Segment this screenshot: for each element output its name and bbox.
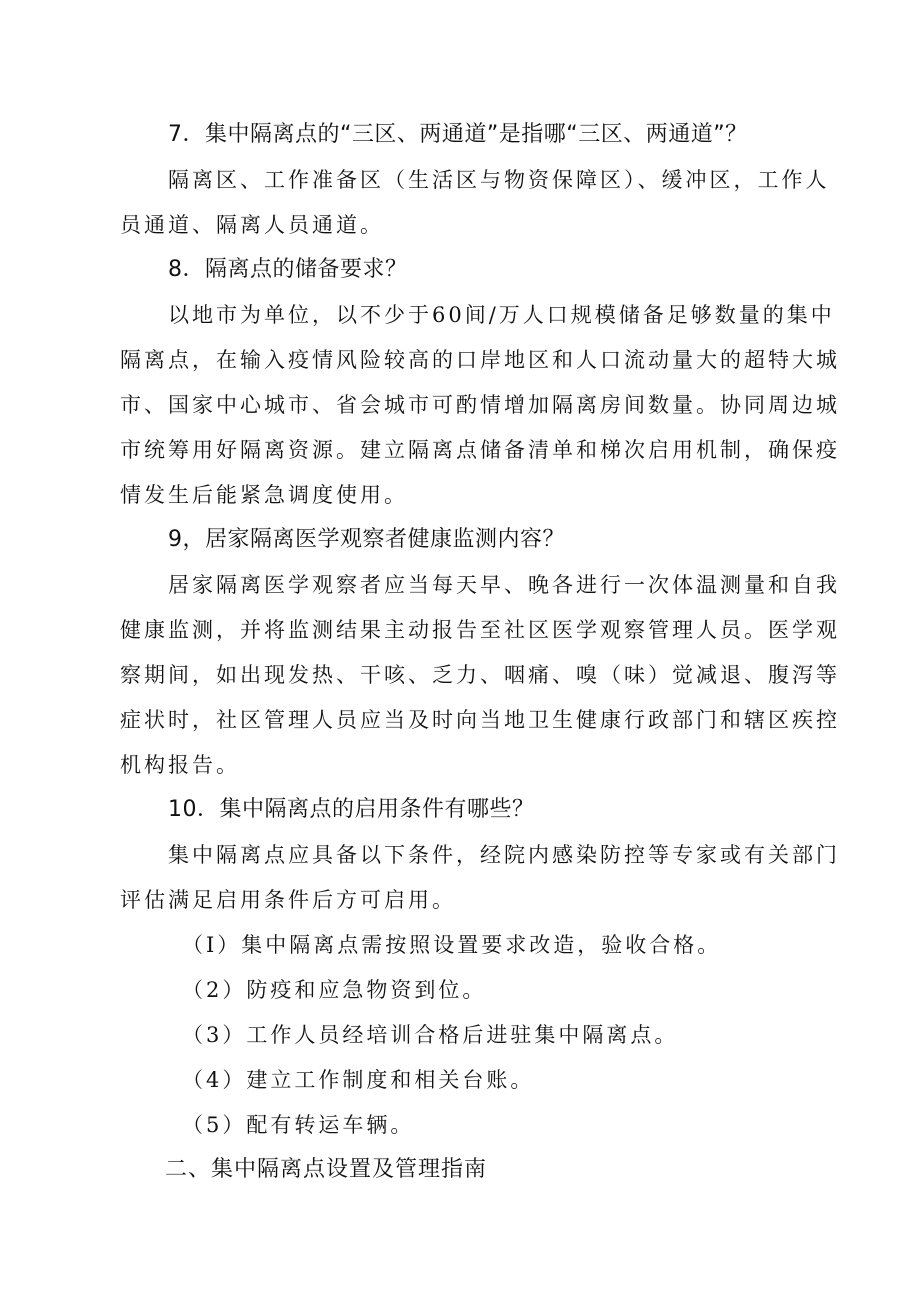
condition-item: （2）防疫和应急物资到位。: [182, 978, 487, 1002]
question-8-answer-line: 以地市为单位，以不少于60间/万人口规模储备足够数量的集中: [168, 303, 835, 327]
condition-item: （I）集中隔离点需按照设置要求改造，验收合格。: [182, 933, 722, 957]
question-7-answer-line-1: 隔离区、工作准备区（生活区与物资保障区）、缓冲区，工作人: [168, 168, 830, 192]
question-10-answer-line: 集中隔离点应具备以下条件，经院内感染防控等专家或有关部门: [168, 843, 840, 867]
question-9-answer-line: 健康监测，并将监测结果主动报告至社区医学观察管理人员。医学观: [120, 618, 840, 642]
question-9-answer-line: 机构报告。: [120, 753, 240, 777]
section-2-title: 二、集中隔离点设置及管理指南: [165, 1157, 488, 1182]
question-7-title: 7．集中隔离点的“三区、两通道”是指哪“三区、两通道”？: [168, 122, 748, 147]
question-10-title: 10．集中隔离点的启用条件有哪些？: [168, 797, 535, 822]
question-8-answer-line: 市、国家中心城市、省会城市可酌情增加隔离房间数量。协同周边城: [120, 393, 840, 417]
question-7-answer-line-2: 员通道、隔离人员通道。: [120, 213, 384, 237]
question-9-answer-line: 居家隔离医学观察者应当每天早、晚各进行一次体温测量和自我: [168, 573, 840, 597]
question-8-answer-line: 隔离点，在输入疫情风险较高的口岸地区和人口流动量大的超特大城: [120, 348, 840, 372]
question-9-answer-line: 察期间，如出现发热、干咳、乏力、咽痛、嗅（味）觉减退、腹泻等: [120, 663, 840, 687]
condition-item: （3）工作人员经培训合格后进驻集中隔离点。: [182, 1023, 679, 1047]
question-8-title: 8．隔离点的储备要求？: [168, 257, 408, 282]
condition-item: （4）建立工作制度和相关台账。: [182, 1068, 535, 1092]
question-8-answer-line: 市统筹用好隔离资源。建立隔离点储备清单和梯次启用机制，确保疫: [120, 438, 840, 462]
question-9-answer-line: 症状时，社区管理人员应当及时向当地卫生健康行政部门和辖区疾控: [120, 708, 840, 732]
question-8-answer-line: 情发生后能紧急调度使用。: [120, 483, 408, 507]
question-9-title: 9，居家隔离医学观察者健康监测内容？: [168, 527, 565, 552]
condition-item: （5）配有转运车辆。: [182, 1113, 415, 1137]
question-10-answer-line: 评估满足启用条件后方可启用。: [120, 888, 456, 912]
